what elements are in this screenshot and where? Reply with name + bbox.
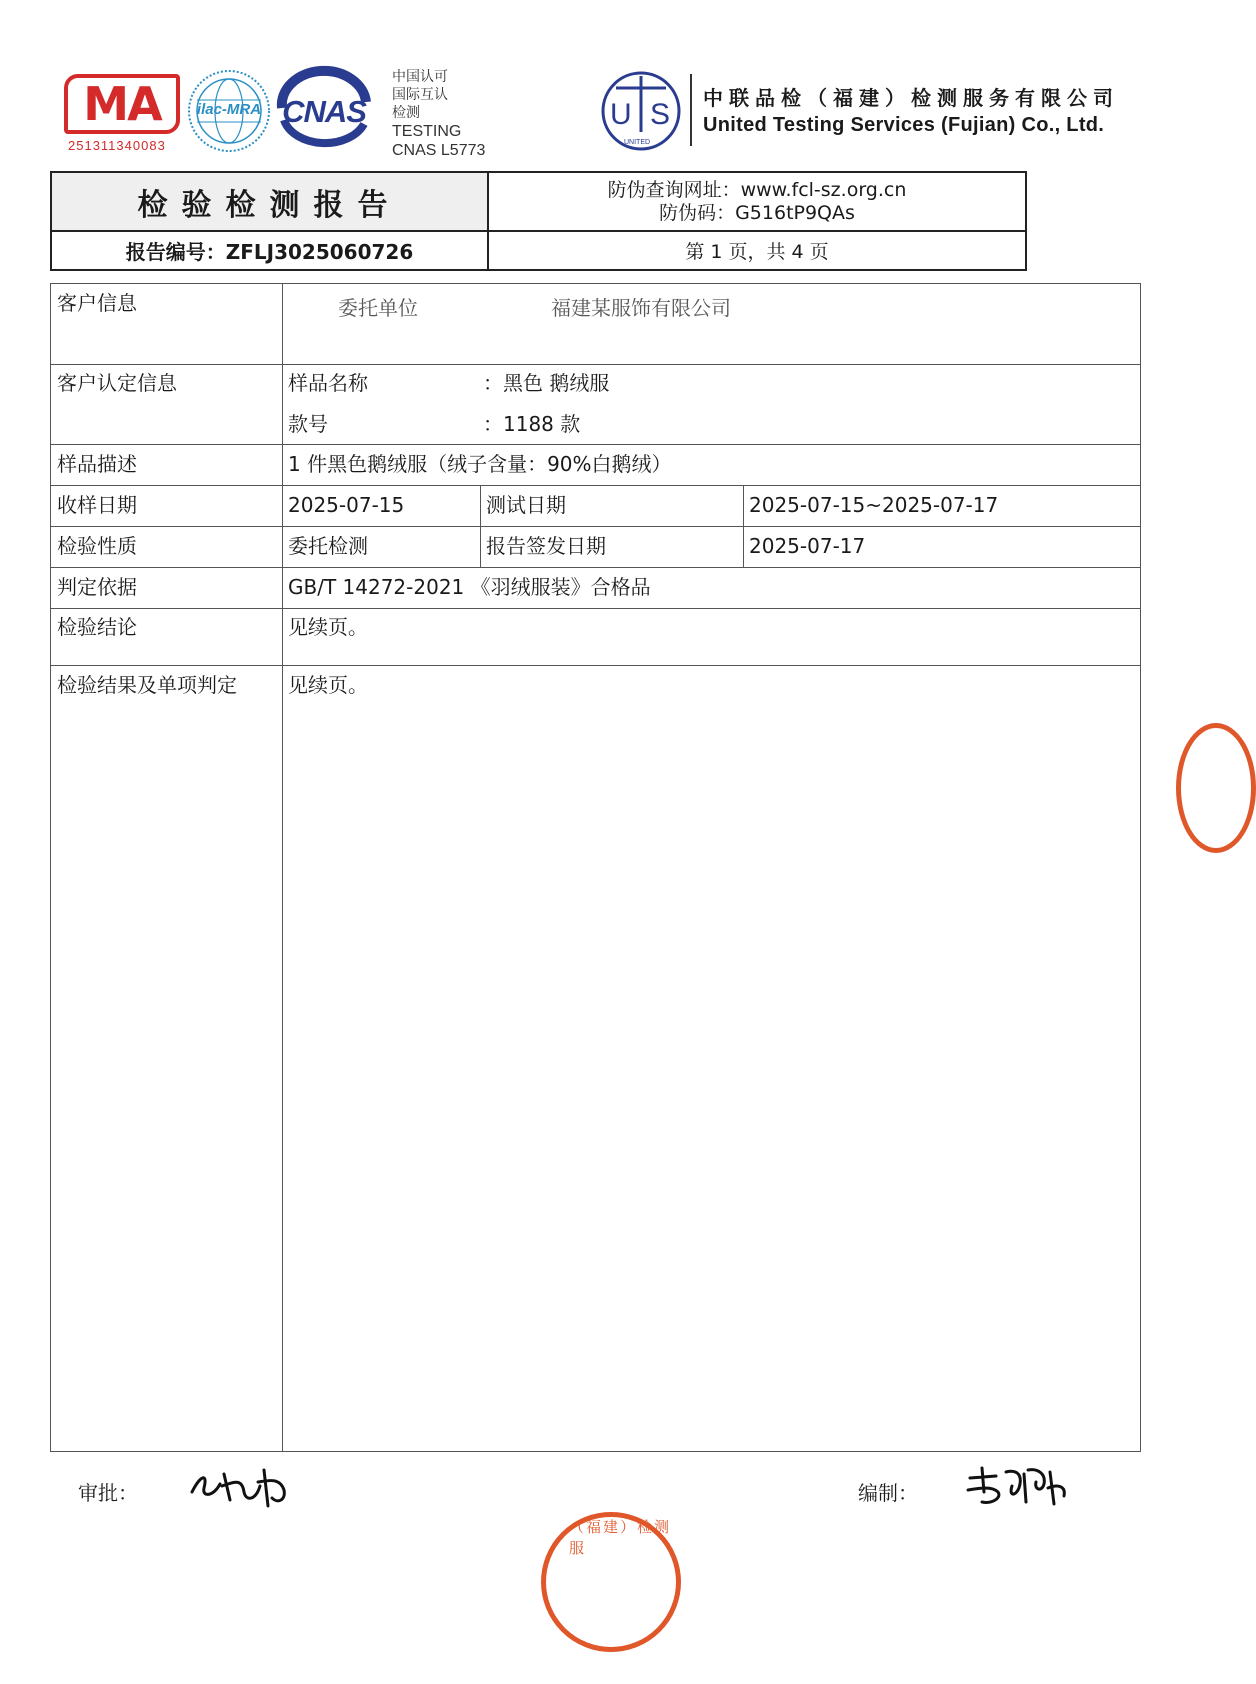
report-title: 检验检测报告 — [52, 173, 487, 230]
header-divider-h — [52, 230, 1025, 232]
sample-name-value: ：黑色 鹅绒服 — [483, 371, 610, 395]
receive-date-label: 收样日期 — [57, 493, 137, 517]
col-line — [282, 284, 283, 1452]
uts-logo — [600, 68, 682, 154]
receive-date-value: 2025-07-15 — [288, 493, 405, 517]
accreditation-testing: TESTING — [392, 123, 462, 140]
ilac-text: ilac-MRA — [196, 101, 262, 118]
anti-fake-info — [489, 173, 1025, 230]
cnas-logo — [274, 72, 374, 152]
page-info: 第 1 页，共 4 页 — [685, 241, 829, 263]
accreditation-line-3: 检测 — [392, 105, 420, 121]
conclusion-value: 见续页。 — [288, 615, 368, 639]
accreditation-code: CNAS L5773 — [392, 142, 486, 159]
accreditation-line-2: 国际互认 — [392, 87, 448, 103]
company-name-en: United Testing Services (Fujian) Co., Ltd. — [703, 114, 1105, 136]
conclusion-label: 检验结论 — [57, 615, 137, 639]
accreditation-line-1: 中国认可 — [392, 69, 448, 85]
sample-desc-label: 样品描述 — [57, 452, 137, 476]
cma-letters: MA — [64, 74, 180, 134]
approve-label: 审批： — [78, 1481, 138, 1505]
company-divider — [690, 74, 692, 146]
seal-text: （福建）检测服 — [569, 1518, 672, 1557]
style-no-value: ：1188 款 — [483, 412, 581, 436]
row-line — [51, 485, 1141, 486]
client-info-partial-2: 福建某服饰有限公司 — [551, 296, 731, 320]
preparer-signature — [962, 1462, 1072, 1512]
row-line — [51, 608, 1141, 609]
row-line — [51, 364, 1141, 365]
row-line — [51, 444, 1141, 445]
row-line — [51, 526, 1141, 527]
uts-scale-icon — [600, 68, 682, 154]
anti-fake-code: 防伪码：G516tP9QAs — [659, 201, 855, 224]
svg-text:S: S — [650, 98, 671, 131]
col-line — [480, 485, 481, 567]
results-label: 检验结果及单项判定 — [57, 673, 237, 697]
results-value: 见续页。 — [288, 673, 368, 697]
accreditation-text — [392, 68, 485, 160]
basis-label: 判定依据 — [57, 575, 137, 599]
report-header-table — [50, 171, 1027, 271]
cnas-text: CNAS — [282, 94, 366, 129]
sample-desc-value: 1 件黑色鹅绒服（绒子含量：90%白鹅绒） — [288, 452, 672, 476]
test-date-value: 2025-07-15~2025-07-17 — [749, 493, 999, 517]
cma-number: 251311340083 — [68, 138, 166, 153]
sample-name-label: 样品名称 — [288, 371, 368, 395]
report-detail-table — [50, 283, 1141, 1452]
ilac-mra-logo — [186, 68, 272, 154]
cma-logo — [64, 74, 184, 154]
test-date-label: 测试日期 — [486, 493, 566, 517]
client-declared-label: 客户认定信息 — [57, 371, 177, 395]
anti-fake-url: 防伪查询网址：www.fcl-sz.org.cn — [607, 178, 907, 201]
inspection-nature-label: 检验性质 — [57, 534, 137, 558]
issue-date-value: 2025-07-17 — [749, 534, 866, 558]
client-info-label: 客户信息 — [57, 291, 137, 315]
prepare-label: 编制： — [858, 1481, 918, 1505]
client-info-partial — [283, 284, 1141, 320]
company-name-cn: 中联品检（福建）检测服务有限公司 — [703, 86, 1119, 110]
client-info-partial-1: 委托单位 — [338, 296, 418, 320]
issue-date-label: 报告签发日期 — [486, 534, 606, 558]
header-divider-v — [487, 173, 489, 269]
col-line — [743, 485, 744, 567]
style-no-label: 款号 — [288, 412, 328, 436]
row-line — [51, 665, 1141, 666]
official-seal-right — [1176, 723, 1256, 853]
svg-text:U: U — [610, 98, 632, 131]
official-seal-bottom — [541, 1512, 681, 1557]
report-number: 报告编号：ZFLJ3025060726 — [125, 240, 414, 264]
approver-signature — [186, 1462, 290, 1510]
inspection-nature-value: 委托检测 — [288, 534, 368, 558]
svg-text:UNITED: UNITED — [624, 139, 651, 146]
row-line — [51, 567, 1141, 568]
basis-value: GB/T 14272-2021 《羽绒服装》合格品 — [288, 575, 651, 599]
